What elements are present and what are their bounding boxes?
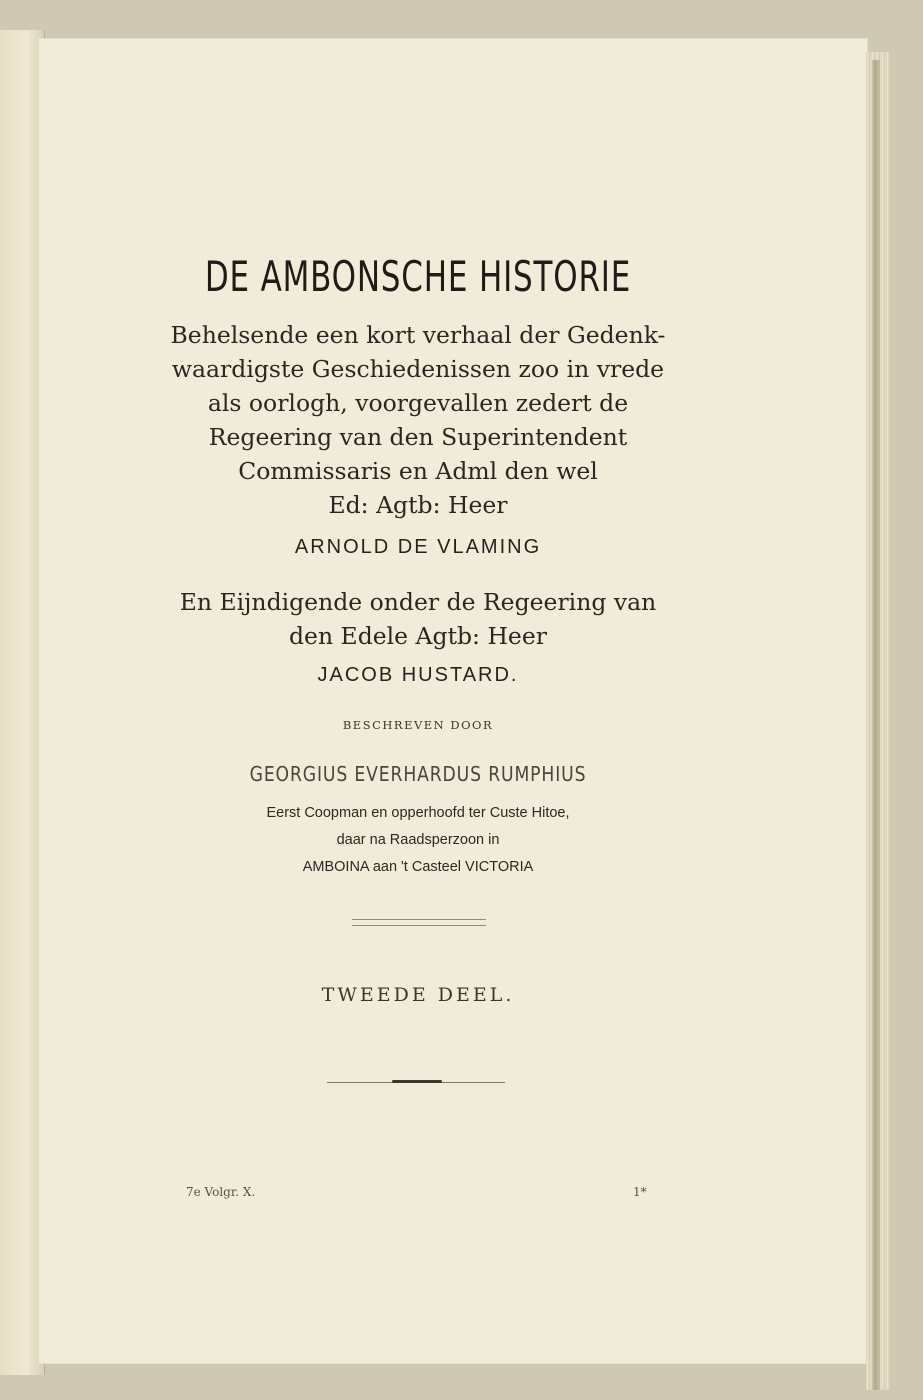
footer-signature: 7e Volgr. X.	[186, 1185, 256, 1199]
governor-name-1: ARNOLD DE VLAMING	[294, 536, 542, 558]
author-desc-line: AMBOINA aan 't Casteel VICTORIA	[302, 859, 534, 875]
subtitle-block	[38, 318, 798, 522]
title-page	[38, 38, 868, 1364]
page-stack-shadow	[872, 60, 880, 1390]
author-description	[38, 800, 798, 881]
author-name: GEORGIUS EVERHARDUS RUMPHIUS	[249, 762, 587, 786]
author-desc-line: daar na Raadsperzoon in	[336, 832, 500, 848]
author-desc-line: Eerst Coopman en opperhoofd ter Custe Hitoe,	[266, 805, 570, 821]
governor-name-2: JACOB HUSTARD.	[317, 664, 519, 686]
double-rule-divider	[352, 919, 486, 926]
subtitle-line: Behelsende een kort verhaal der Gedenk-	[170, 321, 666, 349]
ornament-rule-center	[392, 1080, 442, 1083]
book-title: DE AMBONSCHE HISTORIE	[204, 252, 632, 301]
footer-sheet-mark: 1*	[633, 1185, 647, 1199]
subtitle-line: waardigste Geschiedenissen zoo in vrede	[171, 355, 665, 383]
subtitle-line: Commissaris en Adml den wel	[238, 457, 598, 485]
continuation-line: En Eijndigende onder de Regeering van	[179, 588, 657, 616]
part-label: TWEEDE DEEL.	[321, 984, 515, 1006]
continuation-line: den Edele Agtb: Heer	[289, 622, 547, 650]
subtitle-line: Ed: Agtb: Heer	[328, 491, 508, 519]
subtitle-line: Regeering van den Superintendent	[208, 423, 628, 451]
continuation-block	[38, 585, 798, 653]
subtitle-line: als oorlogh, voorgevallen zedert de	[207, 389, 629, 417]
written-by-label: BESCHREVEN DOOR	[342, 718, 494, 732]
